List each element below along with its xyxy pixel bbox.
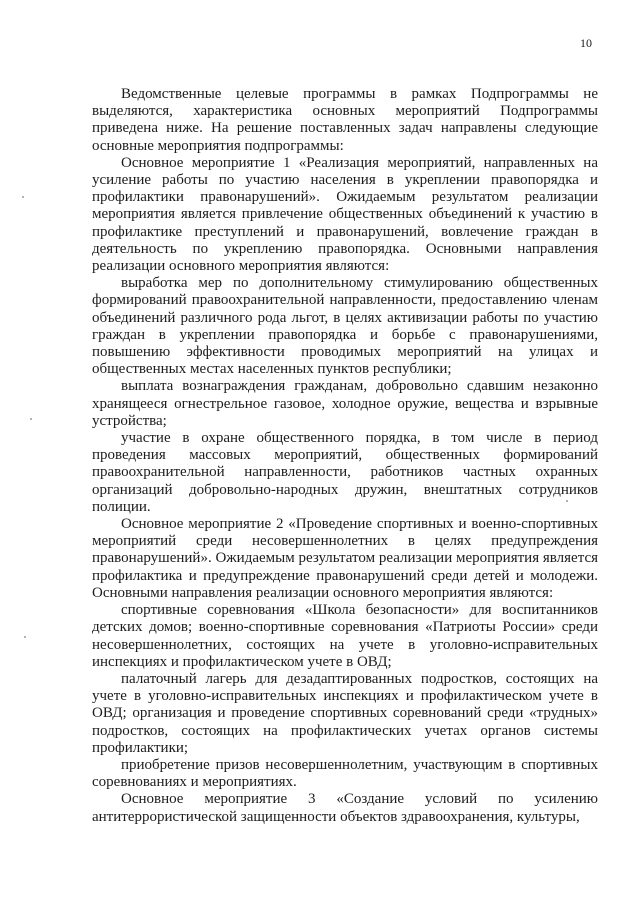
paragraph: Основное мероприятие 1 «Реализация мероприятий, направленных на усиление работы по участию населения в укреплении правопорядка и профилактики правонарушений». Ожидаемым результатом реализации мероприятия является привлечение общественных объединений к участию в профилактике преступлений и правонарушений, вовлечение граждан в деятельность по укреплению правопорядка. Основными направления реализации основного мероприятия являются: [92,154,598,275]
scan-speck [30,418,32,420]
scan-speck [24,636,26,638]
paragraph: приобретение призов несовершеннолетним, участвующим в спортивных соревнованиях и мероприятиях. [92,756,598,791]
scan-speck [22,196,24,198]
paragraph: палаточный лагерь для дезадаптированных подростков, состоящих на учете в уголовно-исправительных инспекциях и профилактическом учете в ОВД; организация и проведение спортивных соревнований среди «трудных» подростков, состоящих на профилактических учетах органов системы профилактики; [92,670,598,756]
paragraph: спортивные соревнования «Школа безопасности» для воспитанников детских домов; военно-спортивные соревнования «Патриоты России» среди несовершеннолетних, состоящих на учете в уголовно-исправительных инспекциях и профилактическом учете в ОВД; [92,602,598,670]
paragraph: участие в охране общественного порядка, в том числе в период проведения массовых мероприятий, общественных формирований правоохранительной направленности, работников частных охранных организаций добровольно-народных дружин, внештатных сотрудников полиции. [92,430,598,515]
page-number: 10 [580,36,592,50]
paragraph: Основное мероприятие 3 «Создание условий по усилению антитеррористической защищенности объектов здравоохранения, культуры, [92,791,598,825]
paragraph: выработка мер по дополнительному стимулированию общественных формирований правоохранительной направленности, предоставлению членам объединений различного рода льгот, в целях активизации работы по участию граждан в укреплении правопорядка и борьбе с правонарушениями, повышению эффективности проводимых мероприятий на улицах и общественных местах населенных пунктов республики; [92,275,598,378]
scan-speck [566,500,568,502]
document-body [92,86,598,826]
paragraph: выплата вознаграждения гражданам, добровольно сдавшим незаконно хранящееся огнестрельное газовое, холодное оружие, вещества и взрывные устройства; [92,378,598,429]
paragraph: Основное мероприятие 2 «Проведение спортивных и военно-спортивных мероприятий среди несовершеннолетних в целях предупреждения правонарушений». Ожидаемым результатом реализации мероприятия является профилактика и предупреждение правонарушений среди детей и молодежи. Основными направления реализации основного мероприятия являются: [92,516,598,601]
paragraph: Ведомственные целевые программы в рамках Подпрограммы не выделяются, характеристика основных мероприятий Подпрограммы приведена ниже. На решение поставленных задач направлены следующие основные мероприятия подпрограммы: [92,86,598,154]
